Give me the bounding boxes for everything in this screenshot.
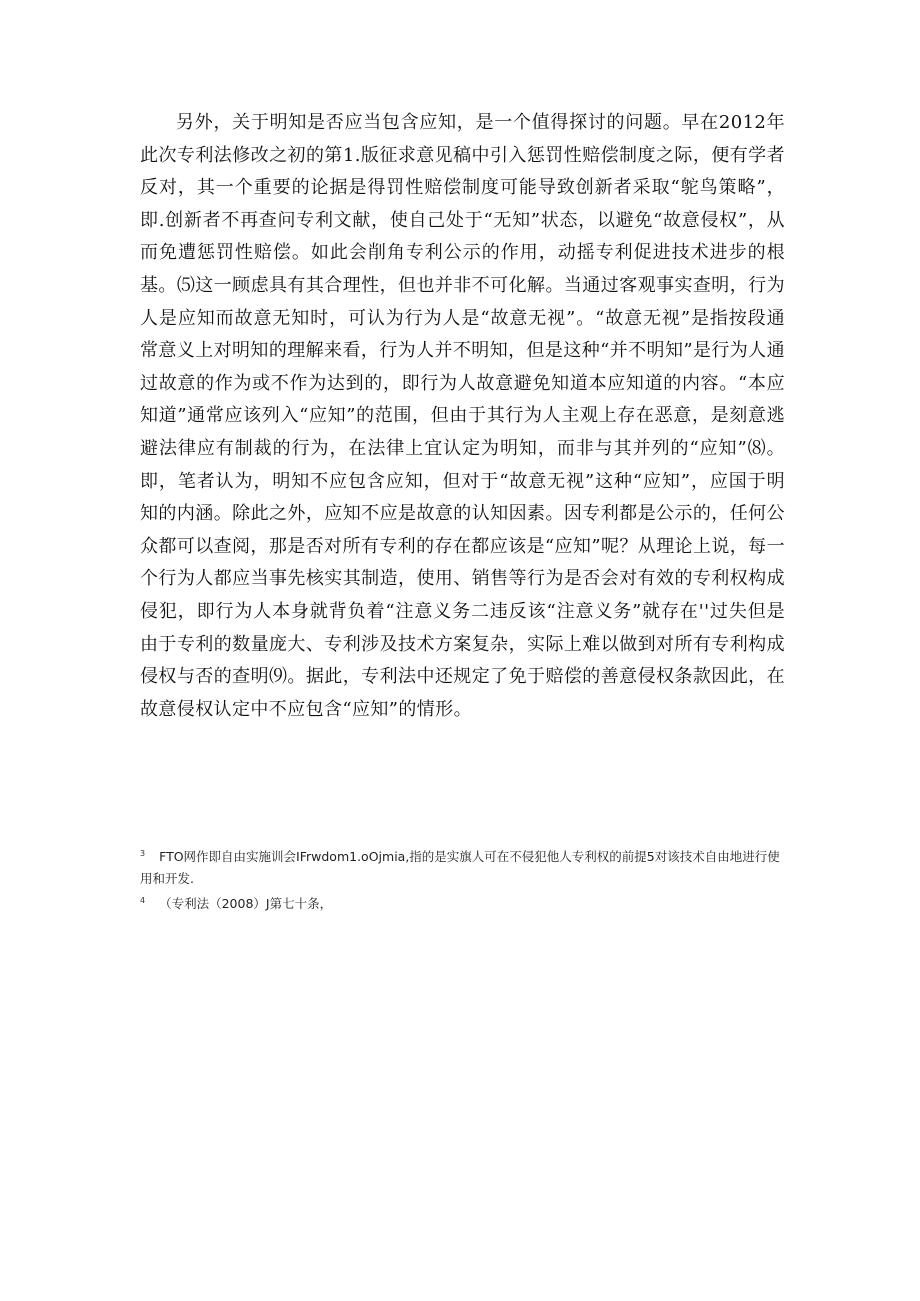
footnote-3-continuation — [140, 868, 790, 890]
footnote-text: 用和开发. — [140, 871, 194, 887]
footnote-3 — [140, 843, 790, 868]
footnote-mark: 3 — [140, 849, 146, 858]
footnote-text: （专利法（2008）J第七十条， — [159, 896, 333, 912]
body-paragraph: 另外，关于明知是否应当包含应知，是一个值得探讨的问题。早在2012年此次专利法修改之初的第1.版征求意见稿中引入惩罚性赔偿制度之际，便有学者反对，其一个重要的论据是得罚性赔偿制度可能导致创新者采取“鸵鸟策略”，即.创新者不再查问专利文献，使自己处于“无知”状态，以避免“故意侵权”，从而免遭惩罚性赔偿。如此会削角专利公示的作用，动摇专利促进技术进步的根基。⑸这一顾虑具有其合理性，但也并非不可化解。当通过客观事实查明，行为人是应知而故意无知时，可认为行为人是“故意无视”。“故意无视”是指按段通常意义上对明知的理解来看，行为人并不明知，但是这种“并不明知”是行为人通过故意的作为或不作为达到的，即行为人故意避免知道本应知道的内容。“本应知道”通常应该列入“应知”的范围，但由于其行为人主观上存在恶意，是刻意逃避法律应有制裁的行为，在法律上宜认定为明知，而非与其并列的“应知”⑻。即，笔者认为，明知不应包含应知，但对于“故意无视”这种“应知”，应国于明知的内涵。除此之外，应知不应是故意的认知因素。因专利都是公示的，任何公众都可以查阅，那是否对所有专利的存在都应该是“应知”呢？从理论上说，每一个行为人都应当事先核实其制造，使用、销售等行为是否会对有效的专利权构成侵犯，即行为人本身就背负着“注意义务二违反该“注意义务”就存在''过失但是由于专利的数量庞大、专利涉及技术方案复杂，实际上难以做到对所有专利构成侵权与否的查明⑼。据此，专利法中还规定了免于赔偿的善意侵权条款因此，在故意侵权认定中不应包含“应知”的情形。 — [140, 112, 785, 720]
footnote-text: FTO网作即自由实施训会IFrwdom1.oOjmia,指的是实旗人可在不侵犯他人专利权的前提5对该技术自由地进行使 — [159, 849, 780, 865]
footnote-mark: 4 — [140, 896, 146, 906]
footnote-4 — [140, 890, 790, 915]
footnotes — [140, 843, 790, 915]
